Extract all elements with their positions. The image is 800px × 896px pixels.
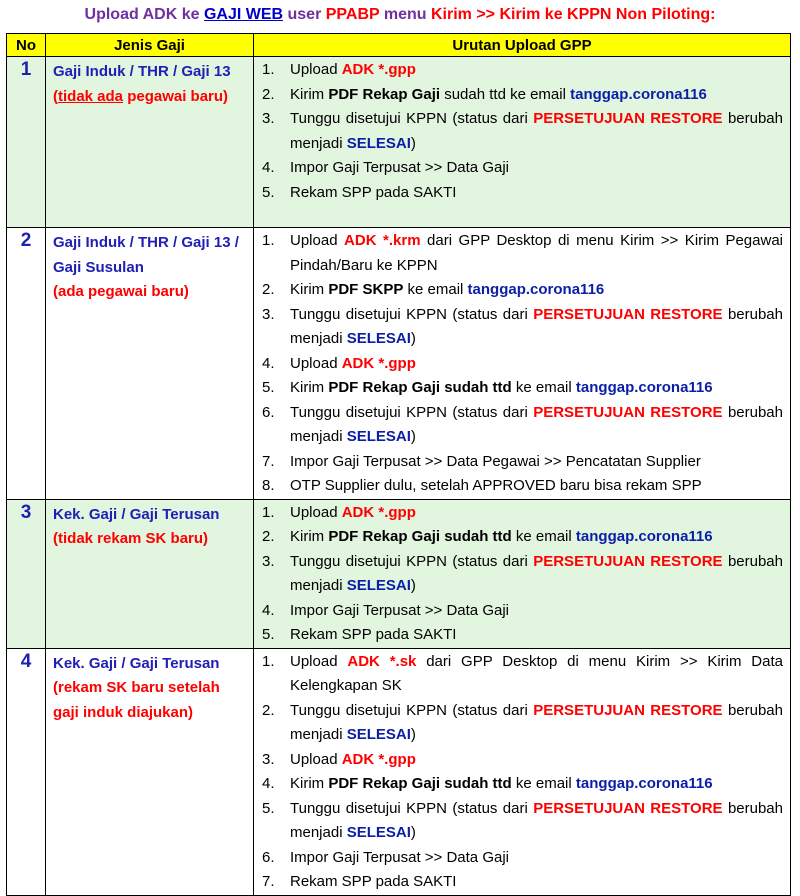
email-address: tanggap.corona116	[575, 775, 713, 792]
list-item	[254, 650, 790, 699]
step-part: Tunggu disetujui KPPN (status dari	[290, 305, 534, 323]
step-text	[290, 501, 790, 526]
step-number: 6.	[262, 848, 275, 866]
list-item	[254, 58, 790, 83]
step-number: 2.	[262, 701, 275, 719]
step-part: Upload	[290, 652, 348, 670]
step-text	[290, 83, 790, 108]
step-number: 3.	[262, 750, 275, 768]
gaji-web-link[interactable]: GAJI WEB	[203, 6, 284, 23]
note-text: pegawai baru)	[123, 87, 229, 105]
step-number: 1.	[262, 652, 275, 670]
step-text: Impor Gaji Terpusat >> Data Pegawai >> Pencatatan Supplier	[290, 452, 701, 470]
header-no: No	[7, 34, 46, 57]
step-text	[290, 107, 790, 156]
row-number: 1	[7, 57, 46, 228]
step-number: 7.	[262, 452, 275, 470]
list-item	[254, 550, 790, 599]
steps-cell	[254, 648, 791, 895]
list-item	[254, 797, 790, 846]
status-value: SELESAI	[346, 577, 411, 594]
header-urutan: Urutan Upload GPP	[254, 34, 791, 57]
title-menu-path: Kirim >> Kirim ke KPPN Non Piloting:	[430, 6, 716, 23]
step-text: Impor Gaji Terpusat >> Data Gaji	[290, 159, 509, 176]
step-number: 3.	[262, 552, 275, 570]
step-number: 2.	[262, 85, 275, 103]
jenis-gaji-cell	[46, 57, 254, 228]
page-title	[0, 6, 800, 24]
row-number: 4	[7, 648, 46, 895]
step-number: 4.	[262, 354, 275, 372]
list-item	[254, 107, 790, 156]
step-part: )	[410, 577, 416, 594]
step-number: 3.	[262, 305, 275, 323]
steps-cell	[254, 228, 791, 500]
jenis-gaji-type: Kek. Gaji / Gaji Terusan	[53, 654, 220, 672]
step-text	[290, 772, 790, 797]
step-part: Kirim	[290, 775, 329, 792]
step-bold: PDF Rekap Gaji sudah ttd	[328, 775, 512, 792]
list-item	[254, 870, 790, 895]
step-part: Upload	[290, 503, 342, 521]
steps-cell	[254, 57, 791, 228]
step-part: sudah ttd ke email	[440, 85, 571, 103]
step-text: Impor Gaji Terpusat >> Data Gaji	[290, 601, 509, 619]
step-bold: PDF Rekap Gaji	[328, 85, 441, 103]
step-part: ke email	[511, 528, 576, 545]
step-text	[290, 650, 790, 699]
list-item	[254, 303, 790, 352]
step-part: ke email	[511, 379, 576, 396]
step-text: OTP Supplier dulu, setelah APPROVED baru bisa rekam SPP	[290, 477, 702, 494]
step-text	[290, 303, 790, 352]
step-number: 7.	[262, 873, 275, 890]
step-number: 1.	[262, 503, 275, 521]
step-text: Rekam SPP pada SAKTI	[290, 873, 457, 890]
step-part: Kirim	[290, 281, 329, 298]
status-value: SELESAI	[346, 330, 411, 347]
step-part: Upload	[290, 354, 342, 372]
step-number: 5.	[262, 626, 275, 643]
step-highlight: PERSETUJUAN RESTORE	[533, 552, 723, 570]
step-highlight: ADK *.gpp	[341, 503, 416, 521]
step-part: Upload	[290, 750, 342, 768]
jenis-gaji-cell	[46, 499, 254, 648]
table-row	[7, 228, 791, 500]
row-number: 3	[7, 499, 46, 648]
step-part: berubah menjadi	[290, 403, 783, 445]
step-text	[290, 699, 790, 748]
step-highlight: PERSETUJUAN RESTORE	[533, 403, 723, 421]
jenis-gaji-note: (rekam SK baru setelah gaji induk diajukan)	[53, 679, 220, 721]
status-value: SELESAI	[346, 726, 411, 743]
list-item	[254, 156, 790, 181]
step-number: 4.	[262, 775, 275, 792]
list-item	[254, 599, 790, 624]
step-number: 2.	[262, 281, 275, 298]
jenis-gaji-note: (ada pegawai baru)	[53, 283, 189, 300]
step-bold: PDF Rekap Gaji sudah ttd	[328, 528, 512, 545]
step-number: 3.	[262, 110, 275, 127]
step-text	[290, 550, 790, 599]
jenis-gaji-note: (tidak rekam SK baru)	[53, 530, 209, 547]
step-part: Tunggu disetujui KPPN (status dari	[290, 110, 534, 127]
step-part: )	[410, 726, 416, 743]
list-item	[254, 474, 790, 499]
step-highlight: PERSETUJUAN RESTORE	[533, 701, 723, 719]
step-number: 1.	[262, 232, 275, 249]
step-part: dari GPP Desktop di menu Kirim >> Kirim Pegawai Pindah/Baru ke KPPN	[290, 232, 784, 274]
list-item	[254, 699, 790, 748]
title-text: user	[283, 6, 326, 23]
step-bold: PDF Rekap Gaji sudah ttd	[328, 379, 512, 396]
step-part: Tunggu disetujui KPPN (status dari	[290, 799, 534, 817]
step-part: Tunggu disetujui KPPN (status dari	[290, 701, 534, 719]
step-text: Rekam SPP pada SAKTI	[290, 626, 457, 643]
step-highlight: PERSETUJUAN RESTORE	[533, 799, 723, 817]
list-item	[254, 525, 790, 550]
step-part: berubah menjadi	[290, 799, 783, 841]
row-number: 2	[7, 228, 46, 500]
step-highlight: ADK *.krm	[344, 232, 421, 249]
step-text	[290, 58, 790, 83]
list-item	[254, 748, 790, 773]
list-item	[254, 181, 790, 206]
list-item	[254, 83, 790, 108]
list-item	[254, 772, 790, 797]
step-text	[290, 525, 790, 550]
step-part: )	[410, 428, 416, 445]
step-part: berubah menjadi	[290, 110, 783, 152]
step-part: Upload	[290, 232, 345, 249]
step-number: 2.	[262, 528, 275, 545]
list-item	[254, 278, 790, 303]
table-header-row	[7, 34, 791, 57]
step-part: ke email	[511, 775, 576, 792]
step-text	[290, 278, 790, 303]
email-address: tanggap.corona116	[467, 281, 605, 298]
jenis-gaji-note	[53, 85, 247, 110]
status-value: SELESAI	[346, 824, 411, 841]
step-highlight: PERSETUJUAN RESTORE	[533, 110, 723, 127]
list-item	[254, 229, 790, 278]
list-item	[254, 352, 790, 377]
step-part: berubah menjadi	[290, 305, 783, 347]
list-item	[254, 401, 790, 450]
step-number: 5.	[262, 799, 275, 817]
note-emphasis: tidak ada	[58, 87, 124, 105]
jenis-gaji-type: Gaji Induk / THR / Gaji 13	[53, 63, 231, 80]
step-number: 5.	[262, 183, 275, 201]
step-highlight: ADK *.gpp	[341, 750, 416, 768]
step-number: 5.	[262, 379, 275, 396]
step-bold: PDF SKPP	[328, 281, 404, 298]
title-role: PPABP	[325, 6, 380, 23]
upload-steps-table	[6, 33, 791, 896]
step-number: 4.	[262, 601, 275, 619]
step-highlight: PERSETUJUAN RESTORE	[533, 305, 723, 323]
title-text: Upload ADK ke	[84, 6, 204, 23]
step-part: Kirim	[290, 528, 329, 545]
step-part: ke email	[403, 281, 468, 298]
email-address: tanggap.corona116	[570, 85, 707, 103]
step-part: )	[410, 824, 416, 841]
step-highlight: ADK *.gpp	[341, 354, 416, 372]
status-value: SELESAI	[346, 428, 411, 445]
title-text: menu	[379, 6, 431, 23]
list-item	[254, 450, 790, 475]
list-item	[254, 501, 790, 526]
step-part: )	[410, 134, 416, 152]
step-number: 4.	[262, 159, 275, 176]
header-jenis-gaji: Jenis Gaji	[46, 34, 254, 57]
step-number: 1.	[262, 61, 275, 78]
step-text	[290, 229, 790, 278]
step-part: berubah menjadi	[290, 552, 783, 594]
step-text	[290, 797, 790, 846]
jenis-gaji-type: Kek. Gaji / Gaji Terusan	[53, 505, 220, 523]
step-part: Tunggu disetujui KPPN (status dari	[290, 403, 534, 421]
step-text: Impor Gaji Terpusat >> Data Gaji	[290, 848, 509, 866]
status-value: SELESAI	[346, 134, 411, 152]
table-row	[7, 648, 791, 895]
step-part: )	[410, 330, 416, 347]
step-text	[290, 401, 790, 450]
list-item	[254, 376, 790, 401]
jenis-gaji-type: Gaji Induk / THR / Gaji 13 / Gaji Susulan	[53, 234, 239, 276]
step-part: berubah menjadi	[290, 701, 783, 743]
step-text	[290, 352, 790, 377]
list-item	[254, 846, 790, 871]
step-highlight: ADK *.sk	[347, 652, 417, 670]
table-row	[7, 57, 791, 228]
table-row	[7, 499, 791, 648]
step-text: Rekam SPP pada SAKTI	[290, 183, 457, 201]
step-number: 6.	[262, 403, 275, 421]
steps-cell	[254, 499, 791, 648]
step-part: Kirim	[290, 85, 329, 103]
note-text: (	[53, 87, 58, 105]
step-part: Tunggu disetujui KPPN (status dari	[290, 552, 534, 570]
step-part: dari GPP Desktop di menu Kirim >> Kirim Data Kelengkapan SK	[290, 652, 783, 694]
step-part: Kirim	[290, 379, 329, 396]
step-number: 8.	[262, 477, 275, 494]
jenis-gaji-cell	[46, 228, 254, 500]
step-text	[290, 748, 790, 773]
jenis-gaji-cell	[46, 648, 254, 895]
list-item	[254, 623, 790, 648]
step-text	[290, 376, 790, 401]
email-address: tanggap.corona116	[575, 528, 713, 545]
step-part: Upload	[290, 61, 342, 78]
step-highlight: ADK *.gpp	[341, 61, 416, 78]
email-address: tanggap.corona116	[575, 379, 713, 396]
